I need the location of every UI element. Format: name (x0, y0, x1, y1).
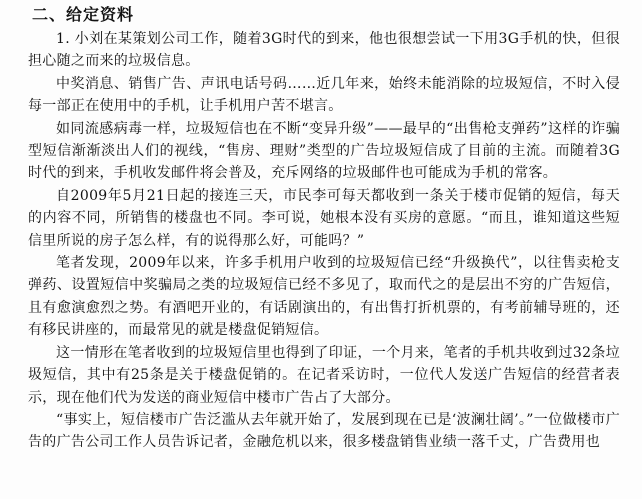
paragraph-4: 自2009年5月21日起的接连三天，市民李可每天都收到一条关于楼市促销的短信，每天的内容不同，所销售的楼盘也不同。李可说，她根本没有买房的意愿。“而且，谁知道这些短信里所说的房子怎么样，有的说得那么好，可能吗？” (28, 187, 620, 249)
document-page (0, 4, 642, 499)
paragraph-2: 中奖消息、销售广告、声讯电话号码……近几年来，始终未能消除的垃圾短信，不时入侵每一部正在使用中的手机，让手机用户苦不堪言。 (28, 75, 620, 115)
paragraph-3: 如同流感病毒一样，垃圾短信也在不断“变异升级”——最早的“出售枪支弹药”这样的诈骗型短信渐渐淡出人们的视线，“售房、理财”类型的广告垃圾短信成了目前的主流。而随着3G时代的到来，手机收发邮件将会普及，充斥网络的垃圾邮件也可能成为手机的常客。 (28, 120, 620, 182)
section-heading: 二、给定资料 (32, 5, 135, 24)
paragraph-5: 笔者发现，2009年以来，许多手机用户收到的垃圾短信已经“升级换代”，以往售卖枪支弹药、设置短信中奖骗局之类的垃圾短信已经不多见了，取而代之的是层出不穷的广告短信，且有愈演愈烈之势。有酒吧开业的，有话剧演出的，有出售打折机票的，有考前辅导班的，还有移民讲座的，而最常见的就是楼盘促销短信。 (28, 255, 620, 339)
paragraph-1: 1. 小刘在某策划公司工作，随着3G时代的到来，他也很想尝试一下用3G手机的快，但很担心随之而来的垃圾信息。 (28, 31, 620, 70)
paragraph-6: 这一情形在笔者收到的垃圾短信里也得到了印证，一个月来，笔者的手机共收到过32条垃圾短信，其中有25条是关于楼盘促销的。在记者采访时，一位代人发送广告短信的经营者表示，现在他们代为发送的商业短信中楼市广告占了大部分。 (28, 344, 620, 406)
paragraph-7: “事实上，短信楼市广告泛滥从去年就开始了，发展到现在已是‘波澜壮阔’。”一位做楼市广告的广告公司工作人员告诉记者，金融危机以来，很多楼盘销售业绩一落千丈，广告费用也 (28, 411, 620, 451)
